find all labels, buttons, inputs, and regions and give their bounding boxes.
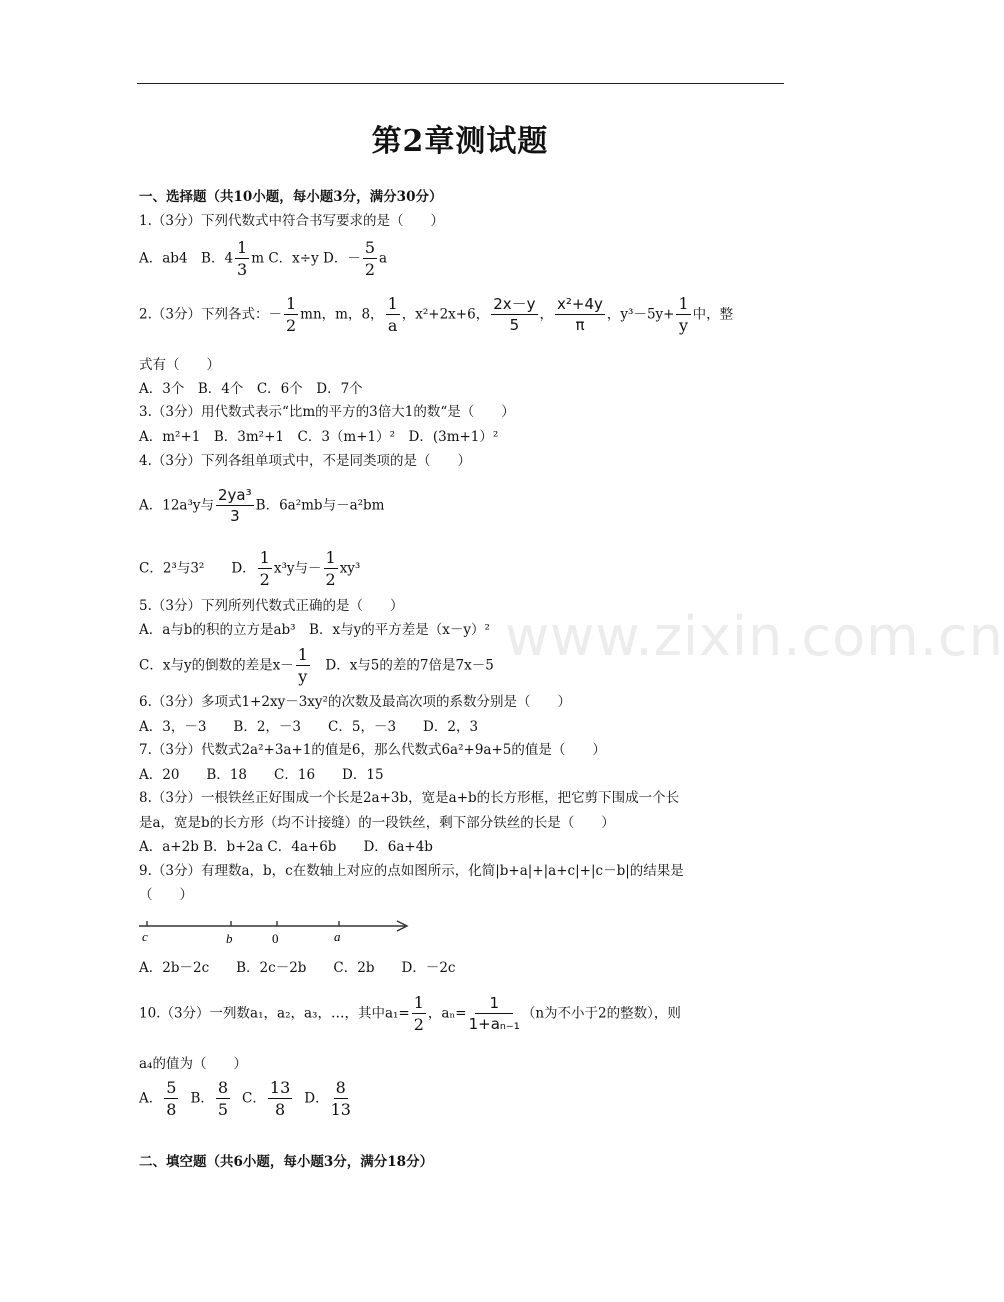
question-10-options: A． $\frac{5}{8}$ B． $\frac{8}{5}$ C． $\frac{13}{8}$ D． $\frac{8}{13}$ [139, 1078, 351, 1119]
label-0: 0 [272, 931, 279, 946]
question-3-stem: 3.（3分）用代数式表示“比m的平方的3倍大1的数“是（ ） [139, 404, 515, 420]
question-8-line2: 是a，宽是b的长方形（均不计接缝）的一段铁丝，剩下部分铁丝的长是（ ） [139, 815, 615, 831]
question-7-options: A．20 B．18 C．16 D．15 [139, 767, 384, 783]
question-5-options-ab: A．a与b的积的立方是ab³ B．x与y的平方差是（x－y）² [139, 622, 490, 638]
question-1-stem: 1.（3分）下列代数式中符合书写要求的是（ ） [139, 213, 444, 229]
question-2-stem: 2.（3分）下列各式：－ $\frac{1}{2}$ mn，m，8， $\frac{1}{a}$ ，x²+2x+6， $\frac{2x-y}{5}$ ， $\frac{\text{x²+4y}}{\pi}$ ，y³－5y+ $\frac{1}{y}$ 中，整 [139, 294, 734, 335]
question-2-options: A．3个 B．4个 C．6个 D．7个 [139, 381, 363, 397]
question-2-cont: 式有（ ） [139, 357, 220, 373]
number-line-figure [139, 912, 419, 948]
header-rule [137, 83, 784, 84]
question-4-stem: 4.（3分）下列各组单项式中，不是同类项的是（ ） [139, 453, 471, 469]
question-10-cont: a₄的值为（ ） [139, 1056, 247, 1072]
question-8-options: A．a+2b B．b+2a C．4a+6b D．6a+4b [139, 839, 433, 855]
question-5-stem: 5.（3分）下列所列代数式正确的是（ ） [139, 598, 404, 614]
question-10-stem: 10.（3分）一列数a₁，a₂，a₃，…，其中a₁= $\frac{1}{2}$ ，aₙ= $\frac{1}{\text{1+aₙ₋₁}}$ （n为不小于2的整数），则 [139, 993, 681, 1034]
section-heading-2: 二、填空题（共6小题，每小题3分，满分18分） [139, 1154, 434, 1170]
section-heading-1: 一、选择题（共10小题，每小题3分，满分30分） [139, 189, 443, 205]
question-5-options-cd: C．x与y的倒数的差是x－ $\frac{1}{y}$ D．x与5的差的7倍是7x－5 [139, 645, 494, 686]
question-9-options: A．2b－2c B．2c－2b C．2b D．－2c [139, 960, 456, 976]
label-c: c [142, 929, 148, 944]
question-9-line2: （ ） [139, 887, 193, 903]
question-4-options-ab: A．12a³y与 $\frac{\text{2ya³}}{3}$ B．6a²mb与－a²bm [139, 486, 385, 525]
question-6-stem: 6.（3分）多项式1+2xy－3xy²的次数及最高次项的系数分别是（ ） [139, 694, 571, 710]
question-6-options: A．3，－3 B．2，－3 C．5，－3 D．2，3 [139, 719, 479, 735]
question-8-line1: 8.（3分）一根铁丝正好围成一个长是2a+3b，宽是a+b的长方形框，把它剪下围成一个长 [139, 790, 680, 806]
watermark: www.zixin.com.cn [505, 605, 1004, 668]
question-4-options-cd: C．2³与3² D． $\frac{1}{2}$ x³y与－ $\frac{1}{2}$ xy³ [139, 548, 361, 589]
label-a: a [334, 929, 341, 944]
question-1-options: A．ab4 B．4 $\frac{1}{3}$ m C．x÷y D．－ $\frac{5}{2}$ a [139, 238, 388, 279]
question-3-options: A．m²+1 B．3m²+1 C．3（m+1）² D．(3m+1）² [139, 429, 499, 445]
question-9-line1: 9.（3分）有理数a，b，c在数轴上对应的点如图所示，化简|b+a|+|a+c|+|c－b|的结果是 [139, 863, 684, 879]
page-title: 第2章测试题 [371, 124, 549, 159]
label-b: b [226, 931, 233, 946]
question-7-stem: 7.（3分）代数式2a²+3a+1的值是6，那么代数式6a²+9a+5的值是（ ） [139, 742, 606, 758]
